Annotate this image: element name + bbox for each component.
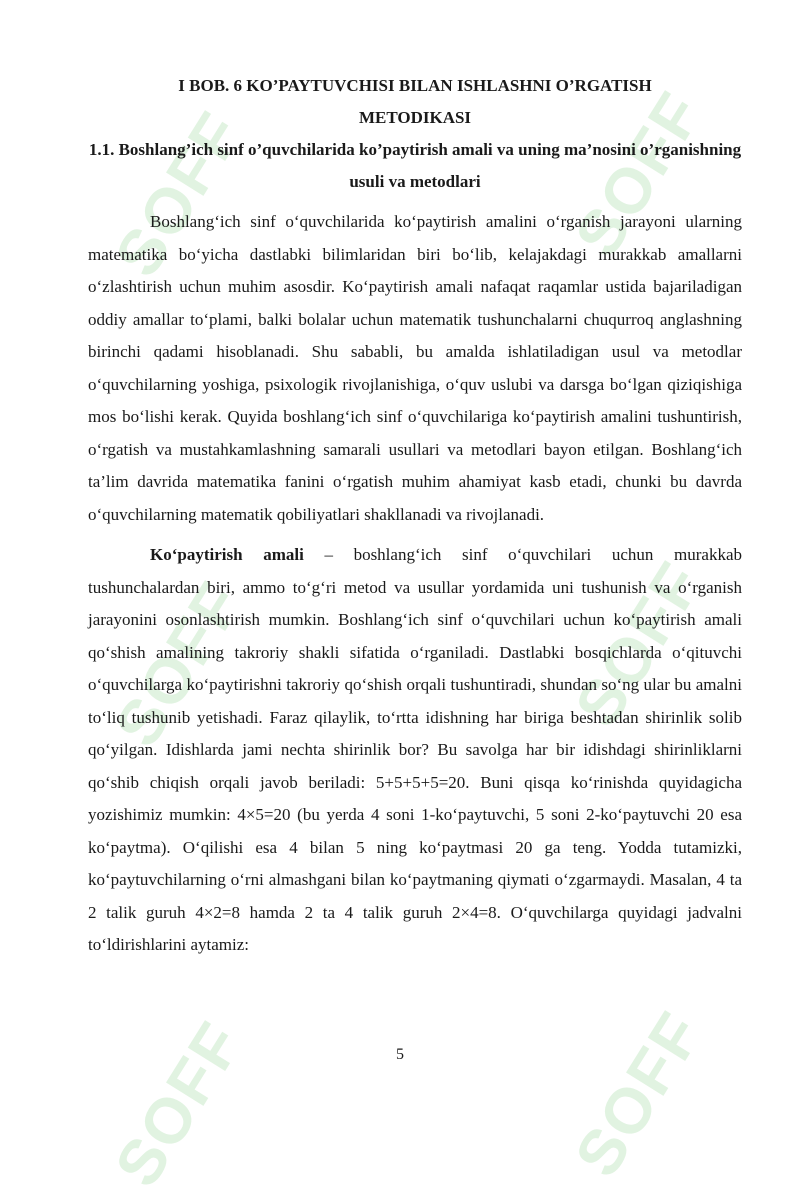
chapter-title: I BOB. 6 KO’PAYTUVCHISI BILAN ISHLASHNI O’RGATISH METODIKASI [178, 76, 652, 127]
page-number: 5 [396, 1046, 404, 1063]
watermark-logo-5: SOFF [100, 1009, 257, 1199]
watermark-logo-4: SOFF [560, 549, 717, 739]
section-title: 1.1. Boshlang’ich sinf o’quvchilarida ko’paytirish amali va uning ma’nosini o’rganishning usuli va metodlari [88, 140, 742, 191]
paragraph-2 [88, 539, 742, 962]
paragraph-2-bold-term: Ko‘paytirish amali [150, 545, 304, 564]
watermark-logo-1: SOFF [100, 99, 257, 289]
paragraph-2-text: – boshlang‘ich sinf o‘quvchilari uchun murakkab tushunchalardan biri, ammo to‘g‘ri metod va usullar yordamida uni tushunish va o‘rganish jarayonini osonlashtirish mumkin. Boshlang‘ich sinf o‘quvchilari uchun ko‘paytirish amali qo‘shish amalining takroriy shakli sifatida o‘rganiladi. Dastlabki bosqichlarda o‘qituvchi o‘quvchilarga ko‘paytirishni takroriy qo‘shish orqali tushuntiradi, shundan so‘ng ular bu amalni to‘liq tushunib yetishadi. Faraz qilaylik, to‘rtta idishning har biriga beshtadan shirinlik solib qo‘yilgan. Idishlarda jami nechta shirinlik bor? Bu savolga har bir idishdagi shirinliklarni qo‘shib chiqish orqali javob beriladi: 5+5+5+5=20. Buni qisqa ko‘rinishda quyidagicha yozishimiz mumkin: 4×5=20 (bu yerda 4 soni 1-ko‘paytuvchi, 5 soni 2-ko‘paytuvchi 20 esa ko‘paytma). O‘qilishi esa 4 bilan 5 ning ko‘paytmasi 20 ga teng. Yodda tutamizki, ko‘paytuvchilarning o‘rni almashgani bilan ko‘paytmaning qiymati o‘zgarmaydi. Masalan, 4 ta 2 talik guruh 4×2=8 hamda 2 ta 4 talik guruh 2×4=8. O‘quvchilarga quyidagi jadvalni to‘ldirishlarini aytamiz: [88, 545, 743, 954]
document-page [88, 70, 742, 962]
paragraph-1: Boshlang‘ich sinf o‘quvchilarida ko‘paytirish amalini o‘rganish jarayoni ularning matematika bo‘yicha dastlabki bilimlaridan biri bo‘lib, kelajakdagi murakkab amallarni o‘zlashtirish uchun muhim asosdir. Ko‘paytirish amali nafaqat raqamlar ustida bajariladigan oddiy amallar to‘plami, balki bolalar uchun matematik tushunchalarni chuqurroq anglashning birinchi qadami hisoblanadi. Shu sababli, bu amalda ishlatiladigan usul va metodlar o‘quvchilarning yoshiga, psixologik rivojlanishiga, o‘quv uslubi va darsga bo‘lgan qiziqishiga mos bo‘lishi kerak. Quyida boshlang‘ich sinf o‘quvchilariga ko‘paytirish amalini tushuntirish, o‘rgatish va mustahkamlashning samarali usullari va metodlari bayon etilgan. Boshlang‘ich ta’lim davrida matematika fanini o‘rgatish muhim ahamiyat kasb etadi, chunki bu davrda o‘quvchilarning matematik qobiliyatlari shakllanadi va rivojlanadi. [88, 212, 742, 524]
watermark-logo-6: SOFF [560, 999, 717, 1189]
watermark-logo-2: SOFF [560, 79, 717, 269]
watermark-logo-3: SOFF [100, 569, 257, 759]
